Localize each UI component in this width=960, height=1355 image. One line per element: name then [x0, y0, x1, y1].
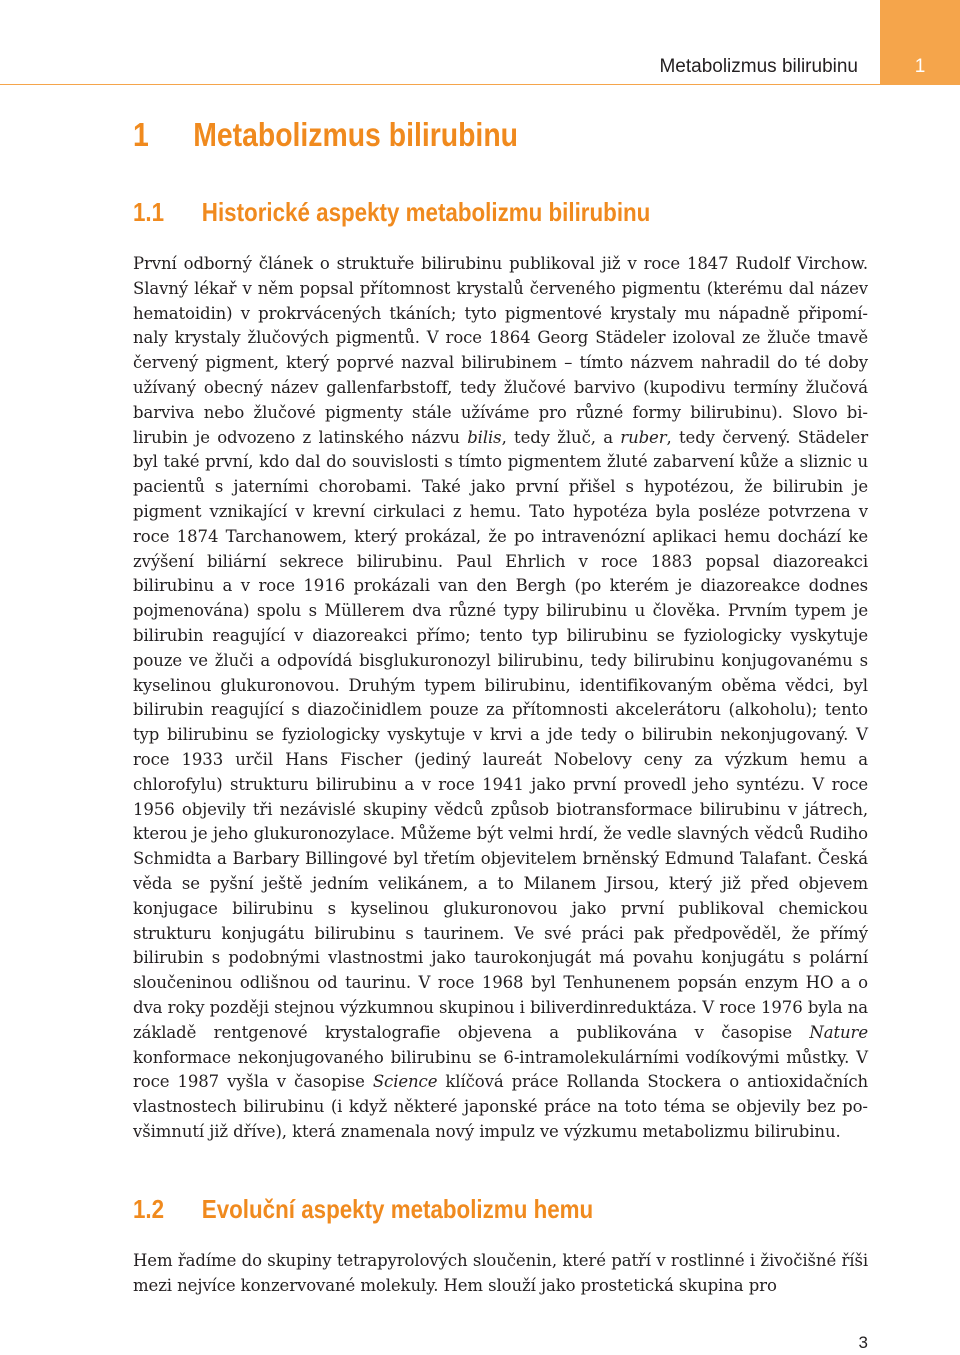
text-run: , tedy červený. Städeler byl také první, kdo dal do souvislosti s tímto pigmentem žluté zabarvení kůže a sliznic u pacientů s jaterními chorobami. Také jako první přišel s hypotézou, že bilirubin je pigment vznikající v krevní cirkulaci z hemu. Tato hypotéza byla posléze potvrzena v roce 1874 Tarchanowem, který prokázal, že po intravenózní aplikaci hemu dochází ke zvýšení biliární sekrece bilirubinu. Paul Ehrlich v roce 1883 popsal diazoreakci bilirubinu a v roce 1916 prokázali van den Bergh (po kterém je diazoreakce dodnes pojmenována) spolu s Müllerem dva různé typy bilirubinu u člověka. Prvním typem je bilirubin reagující v diazoreakci přímo; tento typ bilirubinu se fyziologicky vyskytuje pouze ve žluči a odpovídá bisglukuronozyl bilirubinu, tedy bilirubinu konjugovanému s kyselinou glukuronovou. Druhým typem bilirubinu, identifikovaným oběma vědci, byl bilirubin reagující s diazočinidlem pouze za přítomnosti akcelerátoru (alkoholu); tento typ bilirubinu se fyziologicky vyskytuje v krvi a jde tedy o bilirubin nekonjugovaný. V roce 1933 určil Hans Fischer (jediný laureát Nobelovy ceny za výzkum hemu a chlorofylu) strukturu bilirubinu a v roce 1941 jako první provedl jeho syntézu. V roce 1956 objevily tři nezávislé skupiny vědců způsob biotransformace bilirubinu v játrech, kterou je jeho glukuronozylace. Můžeme být velmi hrdí, že vedle slavných vědců Rudiho Schmidta a Barbary Billingové byl třetím objevitelem brněnský Edmund Talafant. Česká věda se pyšní ještě jedním velikánem, a to Milanem Jirsou, který již před objevem konjugace bilirubinu s kyselinou glukuronovou jako první publikoval chemickou strukturu konjugátu bilirubinu s taurinem. Ve své práci pak předpověděl, že přímý bilirubin s podobnými vlastnostmi jako taurokonjugát má povahu konjugátu s polární sloučeninou odlišnou od taurinu. V roce 1968 byl Tenhunenem popsán enzym HO a o dva roky později stejnou výzkumnou skupinou i biliverdinreduktáza. V roce 1976 byla na základě rentgenové krystalografie objevena a publikována v časopise [133, 427, 868, 1042]
text-run: konformace nekonjugovaného bilirubinu se 6-intramolekulárními vodíkovými můstky. V roce 1987 vyšla v časopise [133, 1047, 868, 1092]
italic-text-run: Nature [809, 1022, 868, 1042]
italic-text-run: bilis [467, 427, 502, 447]
chapter-tab [880, 0, 960, 85]
chapter-title: Metabolizmus bilirubinu [193, 116, 518, 153]
section-number: 1.2 [133, 1194, 165, 1224]
running-header-title: Metabolizmus bilirubinu [659, 56, 858, 77]
text-run: Hem řadíme do skupiny tetrapyrolových sloučenin, které patří v rostlinné i živočišné říši mezi nejvíce konzervované molekuly. Hem slouží jako prostetická skupina pro [133, 1251, 868, 1295]
italic-text-run: Science [372, 1072, 438, 1092]
section-heading-1-2 [133, 1194, 593, 1225]
section-title: Evoluční aspekty metabolizmu hemu [201, 1194, 594, 1224]
page-number: 3 [858, 1333, 868, 1352]
section-title: Historické aspekty metabolizmu bilirubinu [201, 197, 651, 227]
text-run: První odborný článek o struktuře bilirubinu publikoval již v roce 1847 Rudolf Virchow. Slavný lékař v něm popsal přítomnost krystalů červeného pigmentu (kterému dal název hematoidin) v prokrvácených tkáních; tyto pigmentové krystaly mu nápadně připomínaly krystaly žlučových pigmentů. V roce 1864 Georg Städeler izoloval ze žluče tmavě červený pigment, který poprvé nazval bilirubinem – tímto názvem nahradil do té doby užívaný obecný název gallenfarbstoff, tedy žlučové barvivo (kupodivu termíny žlučová barviva nebo žlučové pigmenty stále užíváme pro různé formy bilirubinu). Slovo bilirubin je odvozeno z latinského názvu [133, 254, 868, 447]
section-heading-1-1 [133, 197, 650, 228]
section-number: 1.1 [133, 197, 165, 227]
chapter-heading [133, 116, 518, 154]
section-1-1-paragraph [133, 252, 868, 1145]
italic-text-run: ruber [620, 427, 667, 447]
text-run: , tedy žluč, a [501, 427, 621, 447]
chapter-number: 1 [133, 116, 149, 153]
text-run: klíčová práce Rollanda Stockera o antioxidačních vlastnostech bilirubinu (i když některé japonské práce na toto téma se objevily bez povšimnutí již dříve), která znamenala nový impulz ve výzkumu metabolizmu bilirubinu. [133, 1072, 868, 1141]
section-1-2-paragraph [133, 1249, 868, 1299]
header-chapter-number: 1 [914, 56, 926, 77]
header-rule [0, 84, 880, 85]
